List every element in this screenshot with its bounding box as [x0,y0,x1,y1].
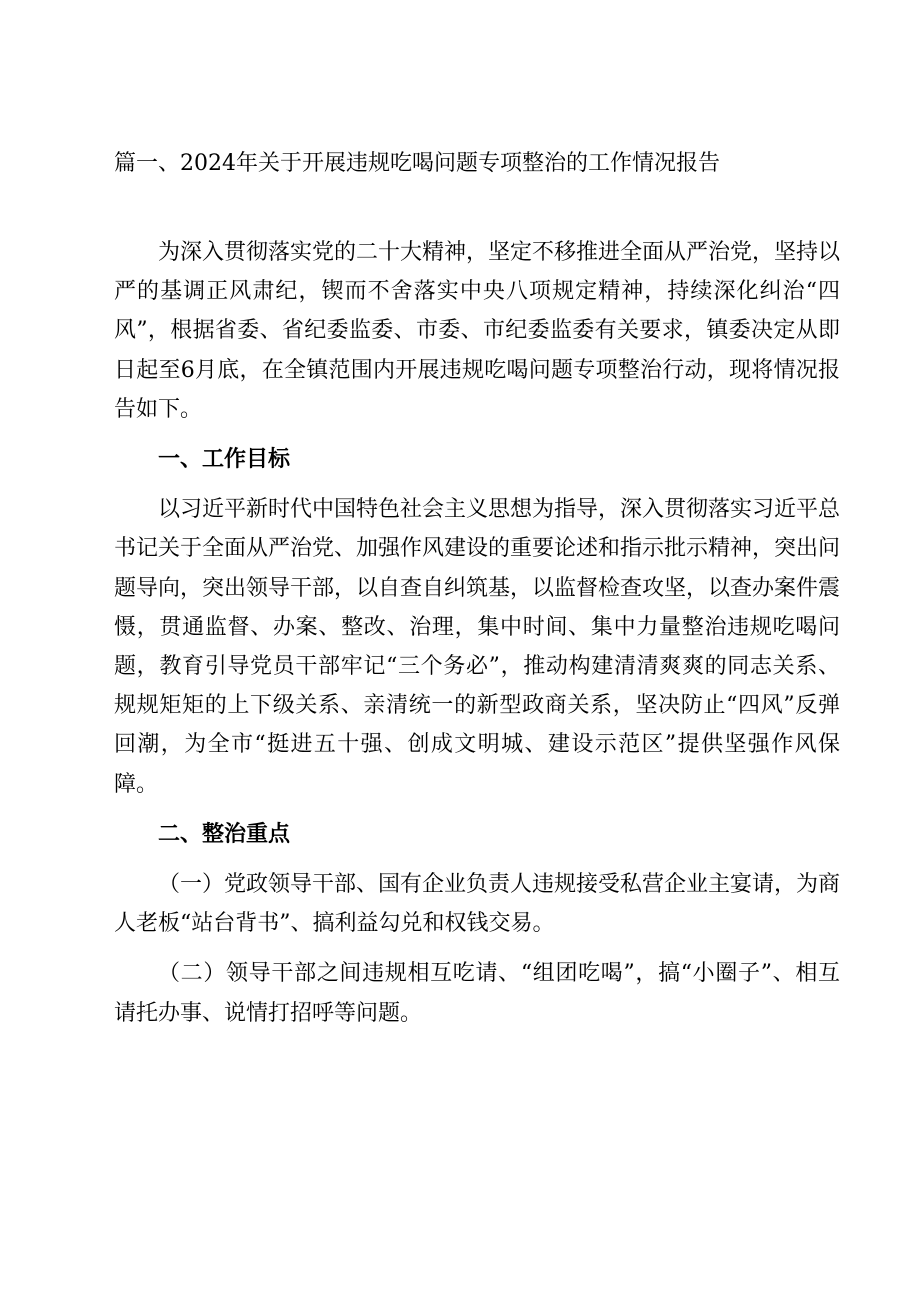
section-heading-focus: 二、整治重点 [158,821,291,847]
document-body [114,233,840,1044]
section-heading-goals: 一、工作目标 [158,447,291,473]
intro-paragraph: 为深入贯彻落实党的二十大精神，坚定不移推进全面从严治党，坚持以严的基调正风肃纪，锲而不舍落实中央八项规定精神，持续深化纠治“四风”，根据省委、省纪委监委、市委、市纪委监委有关要求，镇委决定从即日起至6月底，在全镇范围内开展违规吃喝问题专项整治行动，现将情况报告如下。 [114,240,841,422]
goals-paragraph: 以习近平新时代中国特色社会主义思想为指导，深入贯彻落实习近平总书记关于全面从严治党、加强作风建设的重要论述和指示批示精神，突出问题导向，突出领导干部，以自查自纠筑基，以监督检查攻坚，以查办案件震慑，贯通监督、办案、整改、治理，集中时间、集中力量整治违规吃喝问题，教育引导党员干部牢记“三个务必”，推动构建清清爽爽的同志关系、规规矩矩的上下级关系、亲清统一的新型政商关系，坚决防止“四风”反弹回潮，为全市“挺进五十强、创成文明城、建设示范区”提供坚强作风保障。 [114,497,841,797]
document-title: 篇一、2024年关于开展违规吃喝问题专项整治的工作情况报告 [114,151,720,176]
focus-item-1: （一）党政领导干部、国有企业负责人违规接受私营企业主宴请，为商人老板“站台背书”、搞利益勾兑和权钱交易。 [114,872,841,937]
focus-item-2: （二）领导干部之间违规相互吃请、“组团吃喝”，搞“小圈子”、相互请托办事、说情打招呼等问题。 [114,961,840,1026]
